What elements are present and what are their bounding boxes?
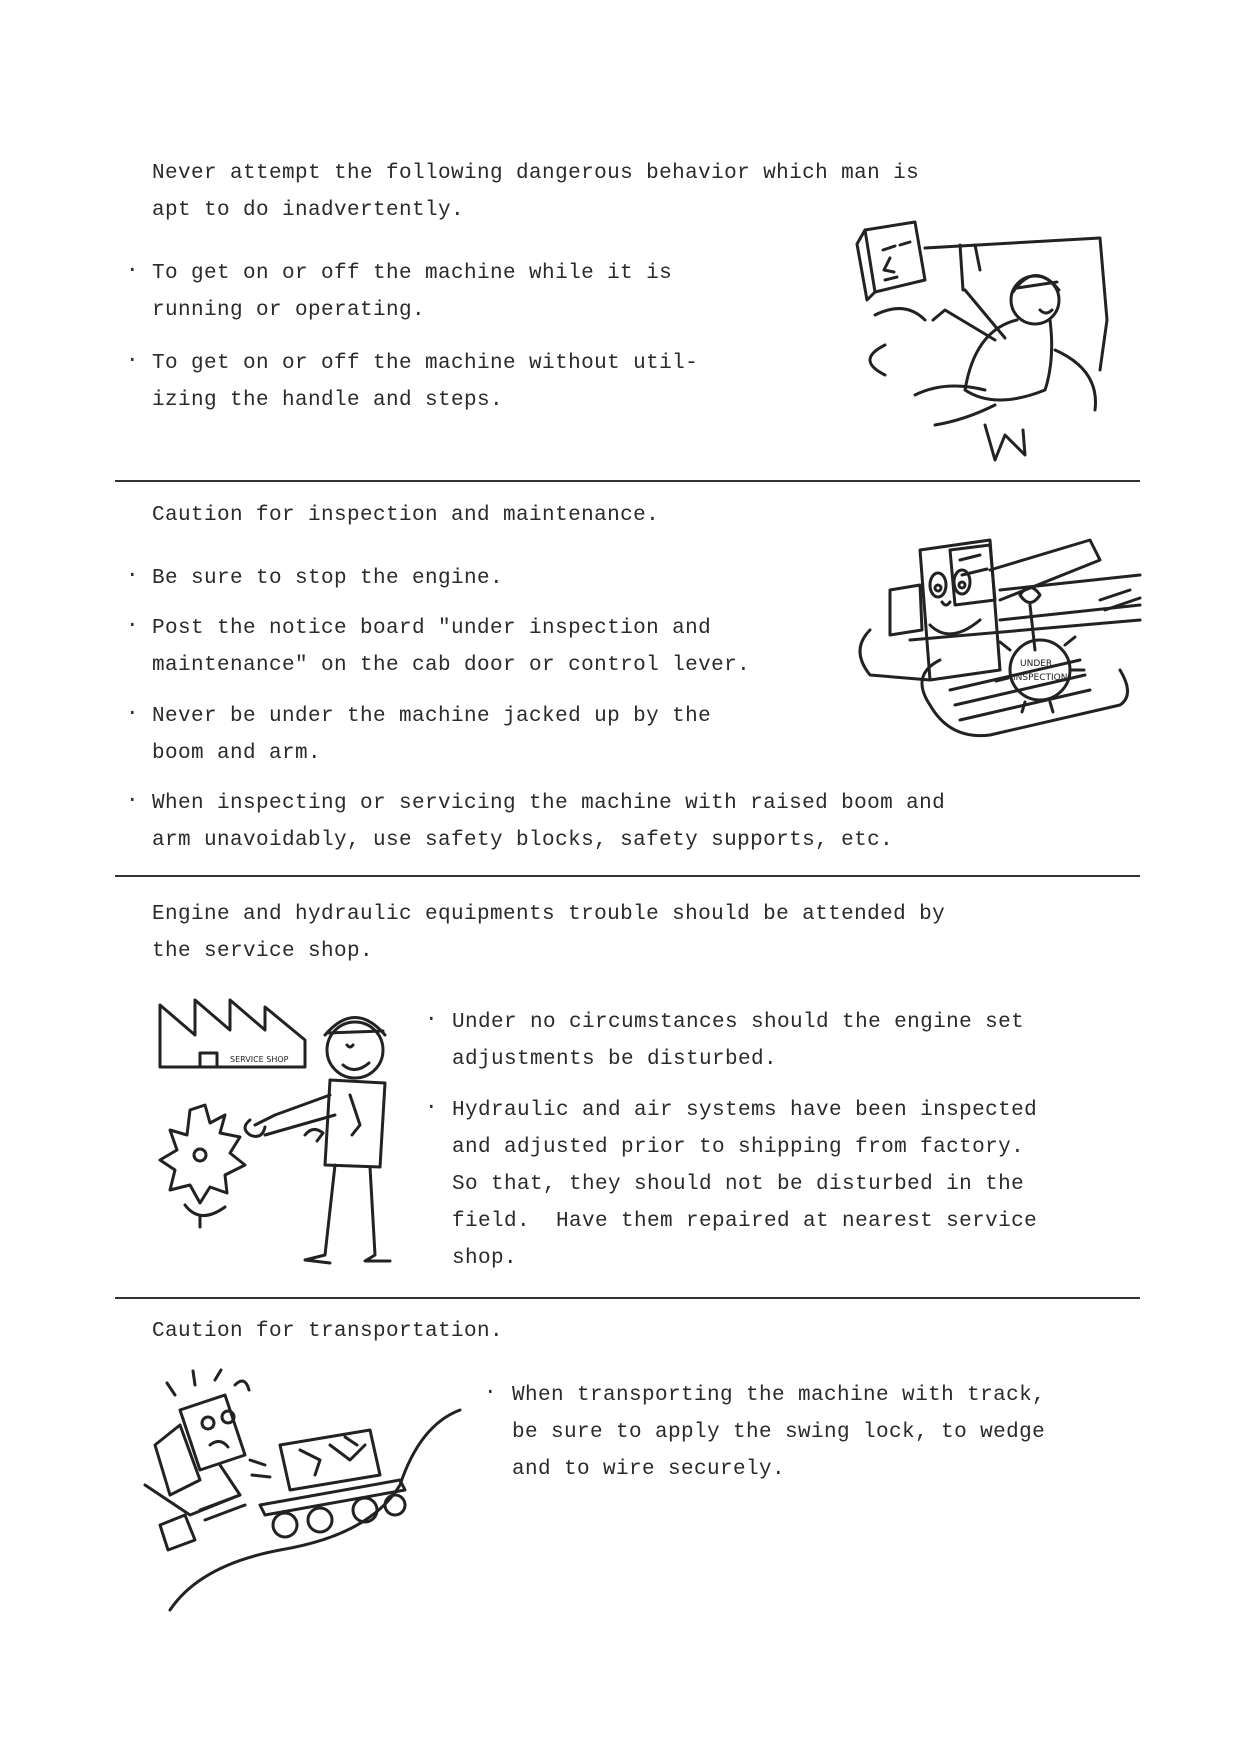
- bullet-mark: .: [126, 345, 139, 368]
- shop-sign-text: SERVICE SHOP: [230, 1055, 289, 1064]
- bullet-mark: .: [425, 1092, 438, 1115]
- service-shop-mechanic-illustration: [155, 995, 425, 1270]
- section-divider: [115, 480, 1140, 482]
- transport-accident-illustration: [140, 1365, 470, 1615]
- excavator-inspection-illustration: [850, 530, 1145, 750]
- section3-bullet-1: Under no circumstances should the engine set adjustments be disturbed.: [452, 1011, 1025, 1071]
- bullet-mark: .: [126, 785, 139, 808]
- section2-bullet-1: Be sure to stop the engine.: [152, 567, 504, 590]
- section2-bullet-4: When inspecting or servicing the machine with raised boom and arm unavoidably, use safety blocks, safety supports, etc.: [152, 792, 946, 852]
- tag-text-inspection: INSPECTION: [1013, 673, 1068, 683]
- bullet-mark: .: [126, 560, 139, 583]
- section1-bullet-2: To get on or off the machine without util- izing the handle and steps.: [152, 352, 699, 412]
- section3-bullet-2: Hydraulic and air systems have been inspected and adjusted prior to shipping from factory. So that, they should not be disturbed in the field. Have them repaired at nearest service shop.: [452, 1099, 1038, 1270]
- falling-man-illustration: [845, 210, 1115, 475]
- section1-bullet-1: To get on or off the machine while it is running or operating.: [152, 262, 673, 322]
- bullet-mark: .: [425, 1004, 438, 1027]
- section2-bullet-3: Never be under the machine jacked up by the boom and arm.: [152, 705, 712, 765]
- section4-intro: Caution for transportation.: [152, 1320, 504, 1343]
- bullet-mark: .: [126, 698, 139, 721]
- bullet-mark: .: [126, 610, 139, 633]
- tag-text-under: UNDER: [1020, 659, 1053, 669]
- section-divider: [115, 1297, 1140, 1299]
- section-divider: [115, 875, 1140, 877]
- bullet-mark: .: [484, 1377, 497, 1400]
- section2-bullet-2: Post the notice board "under inspection and maintenance" on the cab door or control lever.: [152, 617, 751, 677]
- section3-intro: Engine and hydraulic equipments trouble should be attended by the service shop.: [152, 903, 946, 963]
- section1-intro: Never attempt the following dangerous behavior which man is apt to do inadvertently.: [152, 162, 920, 222]
- section2-intro: Caution for inspection and maintenance.: [152, 504, 660, 527]
- section4-bullet-1: When transporting the machine with track, be sure to apply the swing lock, to wedge and to wire securely.: [512, 1384, 1046, 1481]
- bullet-mark: .: [126, 255, 139, 278]
